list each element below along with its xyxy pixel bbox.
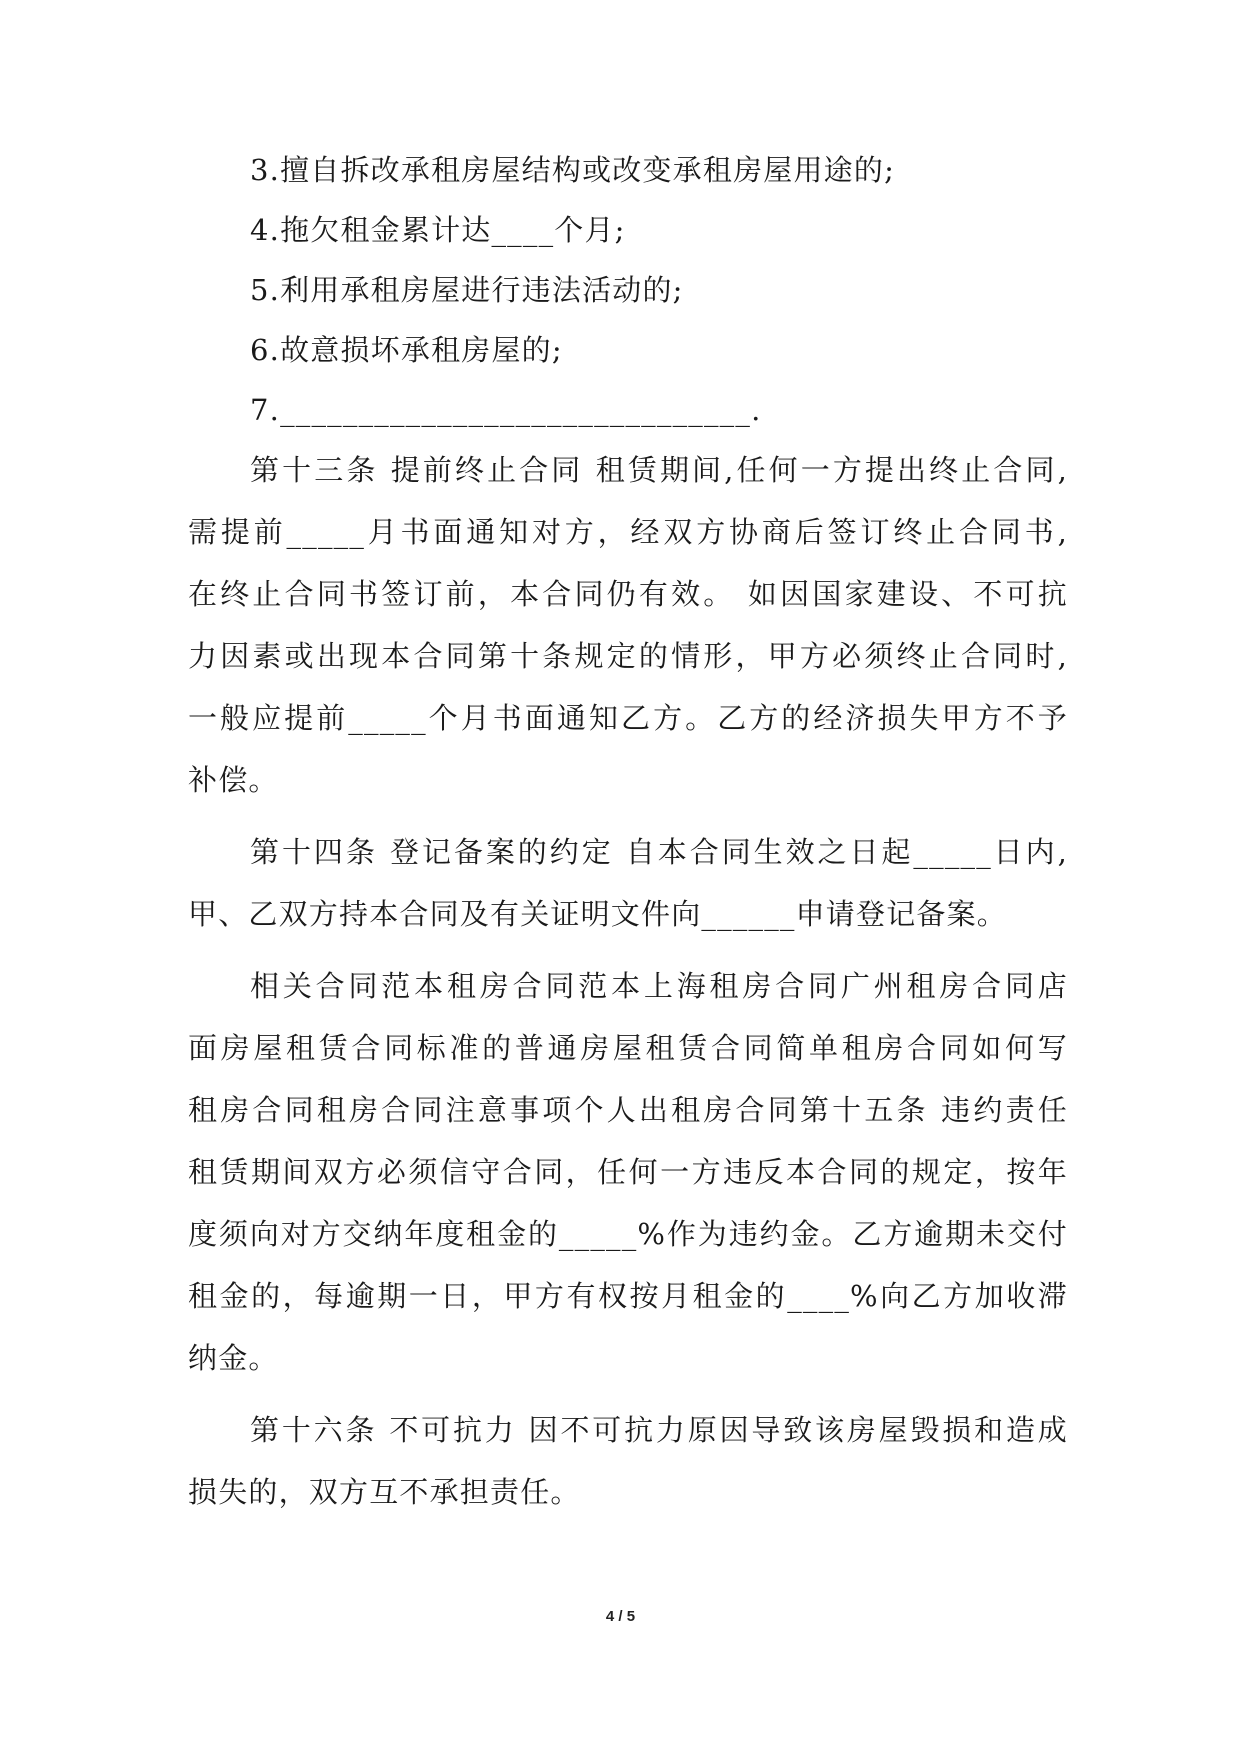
article-16-line-2: 损失的，双方互不承担责任。 — [188, 1475, 581, 1509]
article-15-line-5: 纳金。 — [188, 1341, 279, 1375]
related-line-1: 相关合同范本租房合同范本上海租房合同广州租房合同店 — [250, 969, 1068, 1003]
article-13-line-6: 补偿。 — [188, 763, 279, 797]
clause-item-4: 4.拖欠租金累计达____个月; — [250, 213, 626, 247]
clause-item-7: 7.______________________________. — [250, 393, 762, 427]
article-13-line-2: 需提前_____月书面通知对方，经双方协商后签订终止合同书, — [188, 515, 1068, 549]
clause-item-6: 6.故意损坏承租房屋的; — [250, 333, 563, 367]
article-13-line-5: 一般应提前_____个月书面通知乙方。乙方的经济损失甲方不予 — [188, 701, 1068, 735]
article-15-line-4: 租金的，每逾期一日，甲方有权按月租金的____%向乙方加收滞 — [188, 1279, 1068, 1313]
article-14-line-1: 第十四条 登记备案的约定 自本合同生效之日起_____日内, — [250, 835, 1068, 869]
article-15-line-3: 度须向对方交纳年度租金的_____%作为违约金。乙方逾期未交付 — [188, 1217, 1068, 1251]
article-15-line-2: 租赁期间双方必须信守合同，任何一方违反本合同的规定，按年 — [188, 1155, 1068, 1189]
clause-item-3: 3.擅自拆改承租房屋结构或改变承租房屋用途的; — [250, 153, 896, 187]
article-13-line-1: 第十三条 提前终止合同 租赁期间,任何一方提出终止合同, — [250, 453, 1068, 487]
article-16-line-1: 第十六条 不可抗力 因不可抗力原因导致该房屋毁损和造成 — [250, 1413, 1068, 1447]
related-line-2: 面房屋租赁合同标准的普通房屋租赁合同简单租房合同如何写 — [188, 1031, 1068, 1065]
article-13-line-4: 力因素或出现本合同第十条规定的情形，甲方必须终止合同时, — [188, 639, 1068, 673]
article-13-line-3: 在终止合同书签订前，本合同仍有效。 如因国家建设、不可抗 — [188, 577, 1068, 611]
article-14-line-2: 甲、乙双方持本合同及有关证明文件向______申请登记备案。 — [188, 897, 1008, 931]
article-15-line-1: 租房合同租房合同注意事项个人出租房合同第十五条 违约责任 — [188, 1093, 1068, 1127]
clause-item-5: 5.利用承租房屋进行违法活动的; — [250, 273, 684, 307]
page-number: 4 / 5 — [605, 1608, 636, 1625]
